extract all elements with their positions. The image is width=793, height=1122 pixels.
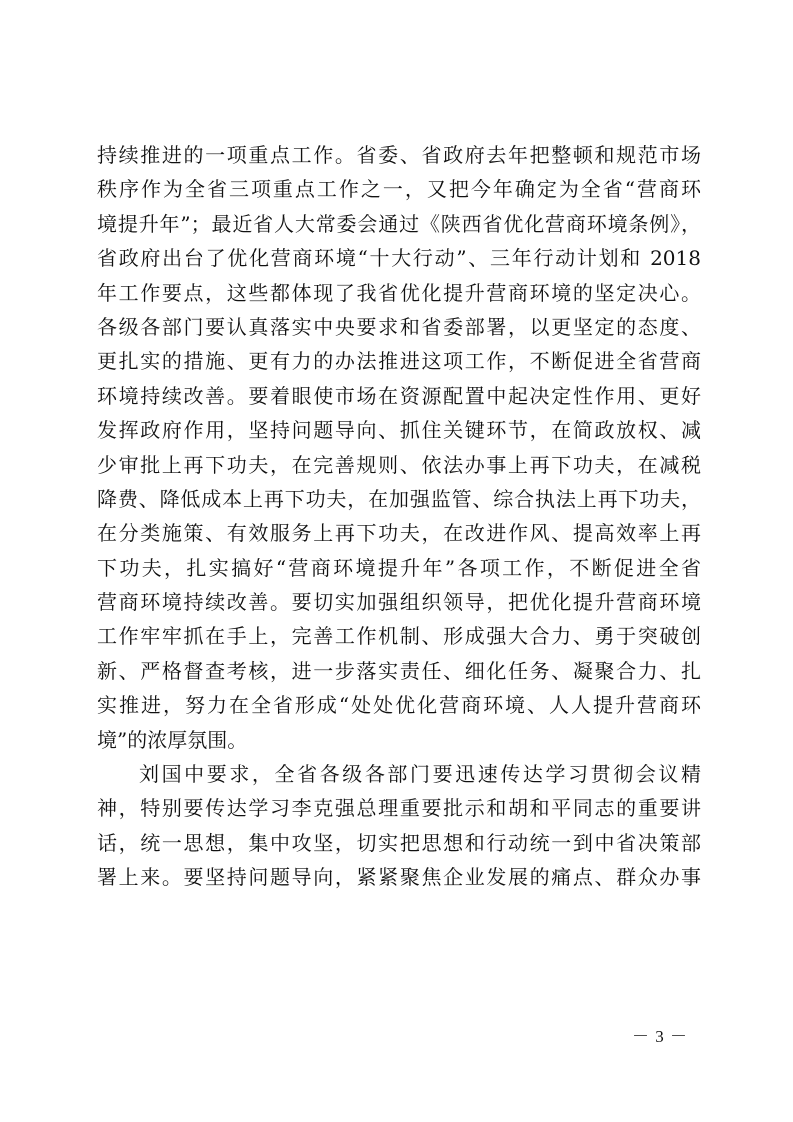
text-line: 省政府出台了优化营商环境“十大行动”、三年行动计划和 2018 [97,246,701,271]
body-text [97,138,701,895]
text-line: 神，特别要传达学习李克强总理重要批示和胡和平同志的重要讲 [97,796,701,821]
text-line: 秩序作为全省三项重点工作之一，又把今年确定为全省“营商环 [97,177,701,202]
text-line: 降费、降低成本上再下功夫，在加强监管、综合执法上再下功夫， [97,486,701,511]
text-line: 署上来。要坚持问题导向，紧紧聚焦企业发展的痛点、群众办事 [97,865,701,890]
text-line: 发挥政府作用，坚持问题导向、抓住关键环节，在简政放权、减 [97,418,701,443]
text-line: 年工作要点，这些都体现了我省优化提升营商环境的坚定决心。 [97,280,701,305]
text-line: 在分类施策、有效服务上再下功夫，在改进作风、提高效率上再 [97,521,701,546]
paragraph-end-line: 境”的浓厚氛围。 [97,727,248,752]
text-line: 境提升年”；最近省人大常委会通过《陕西省优化营商环境条例》， [97,211,701,236]
page-number: － 3 － [632,1027,688,1046]
text-line: 新、严格督查考核，进一步落实责任、细化任务、凝聚合力、扎 [97,658,701,683]
text-line: 工作牢牢抓在手上，完善工作机制、形成强大合力、勇于突破创 [97,624,701,649]
text-line: 下功夫，扎实搞好“营商环境提升年”各项工作，不断促进全省 [97,555,701,580]
text-line: 持续推进的一项重点工作。省委、省政府去年把整顿和规范市场 [97,143,701,167]
text-line: 营商环境持续改善。要切实加强组织领导，把优化提升营商环境 [97,590,701,615]
paragraph-start-line: 刘国中要求，全省各级各部门要迅速传达学习贯彻会议精 [139,762,701,787]
text-line: 少审批上再下功夫，在完善规则、依法办事上再下功夫，在减税 [97,452,701,477]
text-line: 环境持续改善。要着眼使市场在资源配置中起决定性作用、更好 [97,383,701,408]
text-line: 各级各部门要认真落实中央要求和省委部署，以更坚定的态度、 [97,314,701,339]
text-line: 更扎实的措施、更有力的办法推进这项工作，不断促进全省营商 [97,349,701,374]
text-line: 话，统一思想，集中攻坚，切实把思想和行动统一到中省决策部 [97,830,701,855]
text-line: 实推进，努力在全省形成“处处优化营商环境、人人提升营商环 [97,693,701,718]
